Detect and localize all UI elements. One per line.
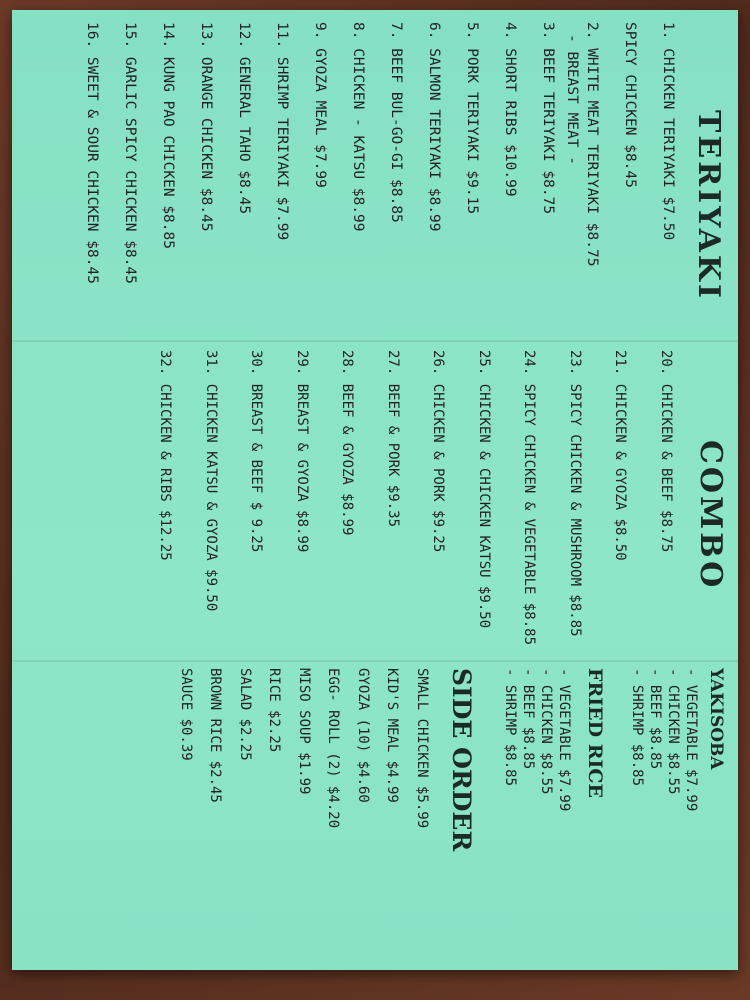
menu-item: - CHICKEN $8.55 xyxy=(538,668,554,795)
menu-item: SALAD $2.25 xyxy=(237,668,253,761)
menu-item: 4. SHORT RIBS $10.99 xyxy=(502,22,518,197)
menu-item: 26. CHICKEN & PORK $9.25 xyxy=(430,350,447,553)
menu-item: BROWN RICE $2.45 xyxy=(207,668,224,803)
menu-item: 29. BREAST & GYOZA $8.99 xyxy=(294,350,310,553)
menu-paper xyxy=(12,10,738,970)
menu-item: 2. WHITE MEAT TERIYAKI $8.75 - BREAST MEAT - xyxy=(558,22,602,284)
menu-item: GYOZA (10) $4.60 xyxy=(355,668,371,803)
menu-item: - VEGETABLE $7.99 xyxy=(683,668,699,812)
menu-item: - CHICKEN $8.55 xyxy=(665,668,681,795)
menu-item: KID'S MEAL $4.99 xyxy=(384,668,401,803)
menu-item: 27. BEEF & PORK $9.35 xyxy=(385,350,401,528)
menu-item: - BEEF $8.85 xyxy=(647,668,663,770)
menu-item: 28. BEEF & GYOZA $8.99 xyxy=(339,350,356,536)
menu-item: 6. SALMON TERIYAKI $8.99 xyxy=(426,22,442,232)
menu-item: SAUCE $0.39 xyxy=(178,668,194,761)
menu-item: 7. BEEF BUL-GO-GI $8.85 xyxy=(388,22,404,223)
menu-item: 21. CHICKEN & GYOZA $8.50 xyxy=(612,350,629,561)
menu-item: 30. BREAST & BEEF $ 9.25 xyxy=(248,350,265,553)
fried-rice-list xyxy=(501,668,573,811)
sides-panel xyxy=(12,660,738,970)
yakisoba-title: YAKISOBA xyxy=(706,668,726,770)
menu-item: - SHRIMP $8.85 xyxy=(502,668,518,787)
menu-item: 16. SWEET & SOUR CHICKEN $8.45 xyxy=(84,22,100,284)
menu-item: 5. PORK TERIYAKI $9.15 xyxy=(464,22,480,215)
menu-item: 20. CHICKEN & BEEF $8.75 xyxy=(658,350,674,553)
menu-item: 1. CHICKEN TERIYAKI $7.50 xyxy=(660,22,676,241)
menu-item: 14. KUNG PAO CHICKEN $8.85 xyxy=(160,22,176,249)
menu-item: MISO SOUP $1.99 xyxy=(296,668,312,795)
teriyaki-panel xyxy=(12,10,738,340)
menu-item: 3. BEEF TERIYAKI $8.75 xyxy=(540,22,556,215)
menu-item: 25. CHICKEN & CHICKEN KATSU $9.50 xyxy=(476,350,492,629)
menu-item: EGG- ROLL (2) $4.20 xyxy=(325,668,342,829)
teriyaki-list xyxy=(64,22,678,284)
side-order-list xyxy=(167,668,433,828)
teriyaki-title: TERIYAKI xyxy=(691,110,726,302)
menu-item: SMALL CHICKEN $5.99 xyxy=(414,668,430,829)
menu-item: - VEGETABLE $7.99 xyxy=(556,668,572,812)
fried-rice-title: FRIED RICE xyxy=(584,668,606,799)
menu-item: SPICY CHICKEN $8.45 xyxy=(622,22,638,188)
menu-item-note: - BREAST MEAT - xyxy=(564,34,580,165)
menu-item: 12. GENERAL TAHO $8.45 xyxy=(236,22,252,215)
menu-item: 13. ORANGE CHICKEN $8.45 xyxy=(198,22,214,232)
menu-item: 31. CHICKEN KATSU & GYOZA $9.50 xyxy=(203,350,219,612)
menu-item: 9. GYOZA MEAL $7.99 xyxy=(312,22,328,188)
combo-list xyxy=(130,350,676,645)
menu-item: - SHRIMP $8.85 xyxy=(629,668,645,787)
menu-item: 8. CHICKEN - KATSU $8.99 xyxy=(350,22,366,232)
menu-item: 11. SHRIMP TERIYAKI $7.99 xyxy=(274,22,290,241)
yakisoba-list xyxy=(628,668,700,811)
menu-item: 24. SPICY CHICKEN & VEGETABLE $8.85 xyxy=(521,350,538,646)
combo-title: COMBO xyxy=(693,440,728,591)
menu-item: 15. GARLIC SPICY CHICKEN $8.45 xyxy=(122,22,138,284)
menu-item: RICE $2.25 xyxy=(266,668,283,753)
menu-item: 23. SPICY CHICKEN & MUSHROOM $8.85 xyxy=(567,350,583,637)
side-order-title: SIDE ORDER xyxy=(447,668,476,852)
menu-item: 32. CHICKEN & RIBS $12.25 xyxy=(157,350,174,561)
combo-panel xyxy=(12,340,738,660)
menu-item: - BEEF $8.85 xyxy=(520,668,536,770)
menu-sheet xyxy=(12,10,738,970)
